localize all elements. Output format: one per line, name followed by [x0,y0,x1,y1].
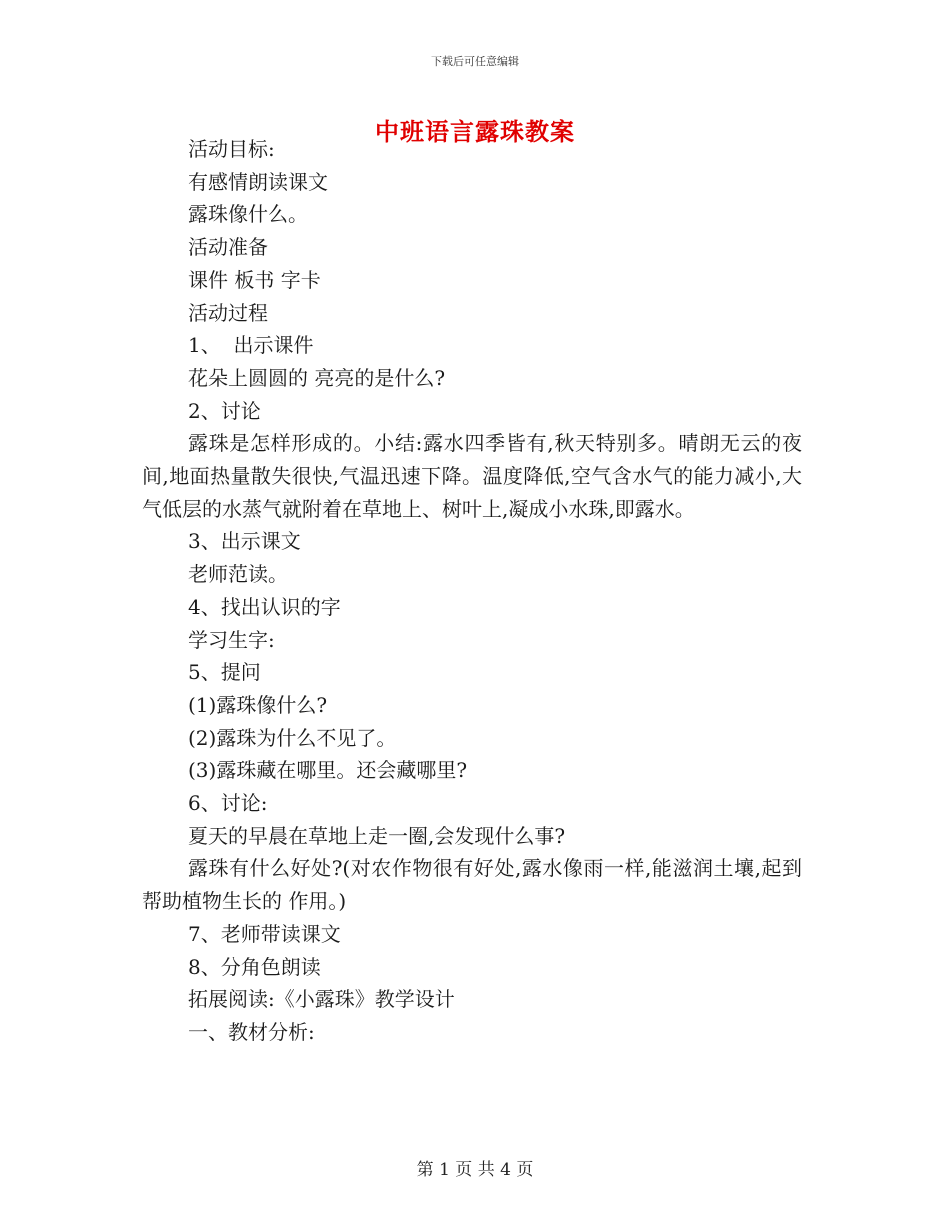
body-line: 拓展阅读:《小露珠》教学设计 [188,987,455,1012]
body-line: (1)露珠像什么? [188,692,328,717]
body-paragraph: 露珠是怎样形成的。小结:露水四季皆有,秋天特别多。晴朗无云的夜间,地面热量散失很快,气温迅速下降。温度降低,空气含水气的能力减小,大气低层的水蒸气就附着在草地上、树叶上,凝成小水珠,即露水。 [142,431,802,521]
body-line: (3)露珠藏在哪里。还会藏哪里? [188,758,468,783]
body-line: 1、 出示课件 [188,333,314,358]
body-line: 2、讨论 [188,398,261,423]
body-line: 有感情朗读课文 [188,169,328,194]
body-line: 课件 板书 字卡 [188,267,321,292]
body-line: 5、提问 [188,660,261,685]
body-line: 夏天的早晨在草地上走一圈,会发现什么事? [188,823,566,848]
body-line: 活动准备 [188,235,268,260]
page-footer: 第 1 页 共 4 页 [416,1160,534,1180]
body-line: 3、出示课文 [188,529,301,554]
document-body [142,133,802,1049]
body-line: 学习生字: [188,627,275,652]
header-note: 下载后可任意编辑 [431,55,519,68]
body-line: 花朵上圆圆的 亮亮的是什么? [188,365,446,390]
body-line: 7、老师带读课文 [188,921,341,946]
body-line: 活动过程 [188,300,268,325]
body-paragraph: 露珠有什么好处?(对农作物很有好处,露水像雨一样,能滋润土壤,起到帮助植物生长的 作用。) [142,856,802,914]
body-line: 8、分角色朗读 [188,954,321,979]
body-line: (2)露珠为什么不见了。 [188,725,397,750]
body-line: 活动目标: [188,137,275,161]
body-line: 老师范读。 [188,562,288,587]
document-title: 中班语言露珠教案 [375,117,575,146]
body-line: 露珠像什么。 [188,202,308,227]
body-line: 6、讨论: [188,791,268,816]
body-line: 一、教材分析: [188,1019,315,1044]
body-line: 4、找出认识的字 [188,594,341,619]
